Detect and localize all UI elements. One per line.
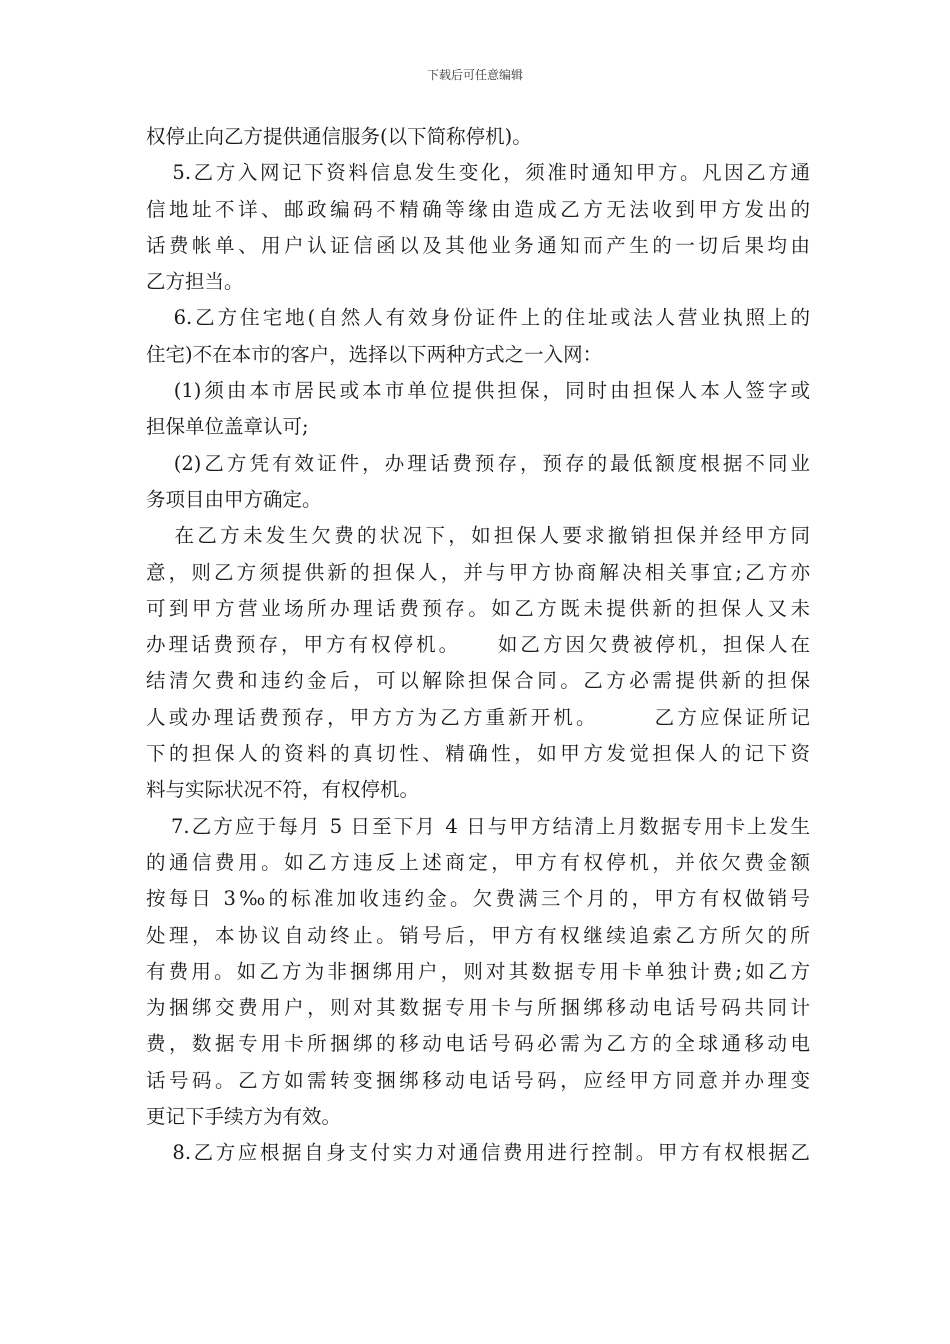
text-line: 为捆绑交费用户，则对其数据专用卡与所捆绑移动电话号码共同计: [146, 996, 810, 1020]
text-line: 下的担保人的资料的真切性、精确性，如甲方发觉担保人的记下资: [146, 742, 810, 766]
text-line: 结清欠费和违约金后，可以解除担保合同。乙方必需提供新的担保: [146, 669, 810, 693]
text-line: 在乙方未发生欠费的状况下，如担保人要求撤销担保并经甲方同: [146, 524, 810, 548]
text-line: 住宅)不在本市的客户，选择以下两种方式之一入网：: [146, 342, 603, 366]
text-line: 务项目由甲方确定。: [146, 487, 322, 511]
text-line: 可到甲方营业场所办理话费预存。如乙方既未提供新的担保人又未: [146, 596, 810, 620]
text-line: 的通信费用。如乙方违反上述商定，甲方有权停机，并依欠费金额: [146, 850, 810, 874]
text-line: (1)须由本市居民或本市单位提供担保，同时由担保人本人签字或: [146, 379, 810, 403]
text-line: 话费帐单、用户认证信函以及其他业务通知而产生的一切后果均由: [146, 233, 810, 257]
text-line: 7.乙方应于每月 5 日至下月 4 日与甲方结清上月数据专用卡上发生: [146, 814, 810, 838]
text-line: 8.乙方应根据自身支付实力对通信费用进行控制。甲方有权根据乙: [146, 1141, 810, 1165]
text-line: 意，则乙方须提供新的担保人，并与甲方协商解决相关事宜;乙方亦: [146, 560, 810, 584]
text-line: 办理话费预存，甲方有权停机。 如乙方因欠费被停机，担保人在: [146, 633, 810, 657]
text-line: 权停止向乙方提供通信服务(以下简称停机)。: [146, 125, 532, 148]
text-line: 信地址不详、邮政编码不精确等缘由造成乙方无法收到甲方发出的: [146, 197, 810, 221]
page-header: 下载后可任意编辑: [426, 68, 523, 82]
text-line: 费，数据专用卡所捆绑的移动电话号码必需为乙方的全球通移动电: [146, 1032, 810, 1056]
text-line: 有费用。如乙方为非捆绑用户，则对其数据专用卡单独计费;如乙方: [146, 959, 810, 983]
text-line: 6.乙方住宅地(自然人有效身份证件上的住址或法人营业执照上的: [146, 306, 810, 330]
text-line: 更记下手续方为有效。: [146, 1105, 342, 1129]
text-line: 料与实际状况不符，有权停机。: [146, 778, 420, 802]
text-line: 话号码。乙方如需转变捆绑移动电话号码，应经甲方同意并办理变: [146, 1068, 810, 1092]
text-line: 人或办理话费预存，甲方方为乙方重新开机。 乙方应保证所记: [146, 705, 810, 729]
text-line: 担保单位盖章认可;: [146, 415, 309, 439]
text-line: (2)乙方凭有效证件，办理话费预存，预存的最低额度根据不同业: [146, 451, 810, 475]
text-line: 按每日 3‰的标准加收违约金。欠费满三个月的，甲方有权做销号: [146, 887, 810, 911]
text-line: 乙方担当。: [146, 270, 244, 294]
document-body: [146, 119, 810, 1172]
text-line: 5.乙方入网记下资料信息发生变化，须准时通知甲方。凡因乙方通: [146, 161, 810, 185]
text-line: 处理，本协议自动终止。销号后，甲方有权继续追索乙方所欠的所: [146, 923, 810, 947]
